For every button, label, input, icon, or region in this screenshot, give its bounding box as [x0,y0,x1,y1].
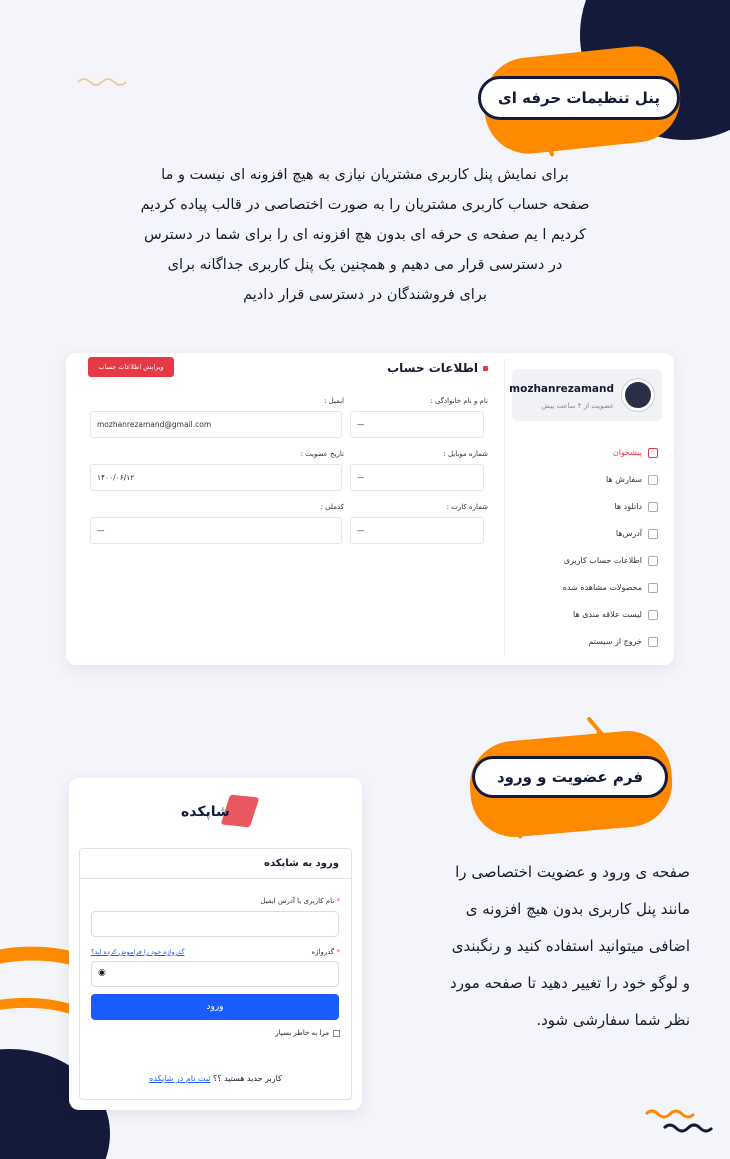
password-input[interactable] [91,961,339,987]
mobile-field: — [350,464,484,491]
forgot-password-link[interactable]: گذرواژه خود را فراموش کرده اید؟ [91,948,185,956]
fullname-field: — [350,411,484,438]
username: mozhanrezamand [509,383,614,395]
email-label: ایمیل : [324,397,344,405]
remember-label: مرا به خاطر بسپار [275,1029,329,1037]
section1-badge: پنل تنظیمات حرفه ای [478,76,680,120]
menu-item-dashboard[interactable] [508,439,658,466]
show-password-icon[interactable]: ◉ [98,968,106,978]
register-link[interactable]: ثبت نام در شاپکده [149,1074,211,1083]
menu-label: اطلاعات حساب کاربری [563,556,642,565]
account-menu [508,439,658,655]
section1-paragraph [40,160,690,310]
paragraph-line: صفحه ی ورود و عضویت اختصاصی را [455,863,690,881]
edit-icon [648,556,658,566]
account-panel-screenshot [66,353,674,665]
paragraph-line: اضافی میتوانید استفاده کنید و رنگبندی [451,937,690,955]
section2-badge: فرم عضویت و ورود [472,756,668,798]
menu-item-account-details[interactable] [508,547,658,574]
national-id-field: — [90,517,342,544]
menu-label: لیست علاقه مندی ها [573,610,642,619]
paragraph-line: مانند پنل کاربری بدون هیچ افزونه ی [465,900,690,918]
paragraph-line: برای نمایش پنل کاربری مشتریان نیازی به هیچ افزونه ای نیست و ما [161,167,569,183]
menu-item-logout[interactable] [508,628,658,655]
checkbox-icon[interactable] [333,1030,340,1037]
logo-text: شاپکده [181,804,230,820]
login-heading: ورود به شاپکده [80,849,351,879]
title-dot-icon [483,366,488,371]
joined-date-field: ۱۴۰۰/۰۶/۱۲ [90,464,342,491]
menu-item-addresses[interactable] [508,520,658,547]
paragraph-line: نظر شما سفارشی شود. [536,1011,690,1029]
required-marker: * [334,897,340,905]
card-number-field: — [350,517,484,544]
required-marker: * [334,948,340,956]
dashboard-icon [648,448,658,458]
remember-me[interactable] [275,1029,340,1037]
national-id-label: کدملی : [320,503,344,511]
member-since: عضویت از ۴ ساعت پیش [541,402,614,410]
username-label [260,897,340,905]
download-icon [648,502,658,512]
menu-label: سفارش ها [605,475,642,484]
menu-item-wishlist[interactable] [508,601,658,628]
mobile-label: شماره موبایل : [443,450,488,458]
user-box [509,369,662,421]
login-form-screenshot [69,778,362,1110]
menu-item-viewed-products[interactable] [508,574,658,601]
account-info-title [387,361,488,375]
label-text: گذرواژه [311,948,335,956]
menu-label: پیشخوان [612,448,642,457]
paragraph-line: کردیم ا یم صفحه ی حرفه ای بدون هچ افزونه ای را برای شما در دسترس [143,227,587,243]
register-line [80,1074,351,1083]
account-sidebar [504,359,668,655]
eye-icon [648,583,658,593]
avatar [622,379,654,411]
menu-label: دانلود ها [614,502,642,511]
login-button[interactable]: ورود [91,994,339,1020]
menu-item-orders[interactable] [508,466,658,493]
username-input[interactable] [91,911,339,937]
heart-icon [648,610,658,620]
edit-account-button[interactable]: ویرایش اطلاعات حساب [88,357,174,377]
menu-label: محصولات مشاهده شده [562,583,642,592]
wavy-lines-icon [644,1106,716,1136]
paragraph-line: برای فروشندگان در دسترسی قرار دادیم [243,287,487,303]
register-prefix: کاربر جدید هستید ؟؟ [213,1074,282,1083]
email-field: mozhanrezamand@gmail.com [90,411,342,438]
bag-icon [648,475,658,485]
title-text: اطلاعات حساب [387,361,478,375]
paragraph-line: در دسترسی قرار می دهیم و همچنین یک پنل کاربری جداگانه برای [167,257,563,273]
fullname-label: نام و نام خانوادگی : [430,397,488,405]
paragraph-line: و لوگو خود را تغییر دهید تا صفحه مورد [450,974,690,992]
card-number-label: شماره کارت : [446,503,488,511]
joined-date-label: تاریخ عضویت : [300,450,344,458]
password-label [312,948,341,956]
label-text: نام کاربری یا آدرس ایمیل [260,897,335,905]
paragraph-line: صفحه حساب کاربری مشتریان را به صورت اختصاصی در قالب پیاده کردیم [140,197,590,213]
section2-paragraph [370,854,690,1039]
menu-item-downloads[interactable] [508,493,658,520]
menu-label: خروج از سیستم [588,637,642,646]
shopkadeh-logo [177,792,257,832]
menu-label: آدرس‌ها [615,529,642,538]
login-box [79,848,352,1100]
logout-icon [648,637,658,647]
location-icon [648,529,658,539]
wavy-line-icon [76,76,128,88]
